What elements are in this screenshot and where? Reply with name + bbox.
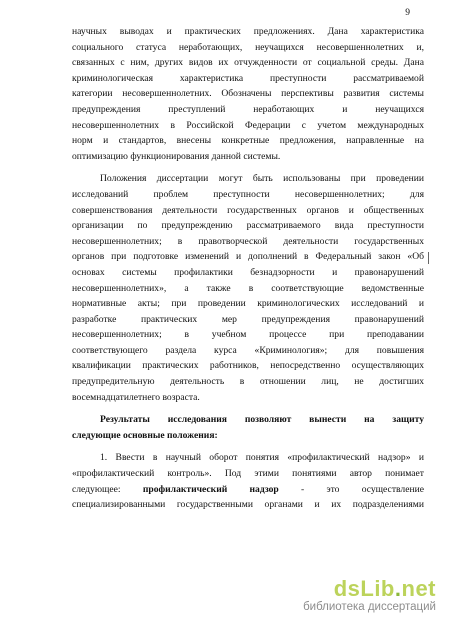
margin-mark xyxy=(428,252,432,264)
text-line: Положения диссертации могут быть использованы при проведении xyxy=(100,173,424,185)
text-line: научных выводах и практических предложениях. Дана характеристика xyxy=(72,26,424,37)
text-line: следующие основные положения: xyxy=(72,429,218,441)
text-line: несовершеннолетних; в учебном процессе при преподавании xyxy=(72,329,424,341)
text-line: связанных с ним, других видов их отчужденности от социальной среды. Дана xyxy=(72,57,424,69)
watermark xyxy=(303,577,436,614)
text-line: исследований проблем преступности несовершеннолетних; для xyxy=(72,188,424,200)
text-line: разработке практических мер предупреждения правонарушений xyxy=(72,313,424,325)
watermark-logo: dsLib.net xyxy=(333,576,436,601)
text-line: специализированными государственными органами и их подразделениями xyxy=(72,499,424,511)
text-line: предупреждения преступлений неработающих и неучащихся xyxy=(72,103,424,115)
text-line: органов при подготовке изменений и дополнений в Федеральный закон «Об xyxy=(72,251,424,263)
paragraph-point-one xyxy=(72,450,424,512)
text-line: криминологическая характеристика преступности рассматриваемой xyxy=(72,72,424,84)
text-line-with-term: следующее: профилактический надзор - это осуществление xyxy=(72,483,424,495)
text-line: несовершеннолетних; в правотворческой деятельности государственных xyxy=(72,235,424,247)
text-line: Результаты исследования позволяют вынести на защиту xyxy=(100,414,424,426)
text-line: «профилактический контроль». Под этими понятиями автор понимает xyxy=(72,468,424,480)
text-line: категории несовершеннолетних. Обозначены перспективы развития системы xyxy=(72,88,424,100)
paragraph-defense-heading xyxy=(72,412,424,443)
page-number: 9 xyxy=(405,8,410,18)
watermark-tagline: библиотека диссертаций xyxy=(303,601,436,613)
paragraph-applications xyxy=(72,171,424,405)
text-line: совершенствования деятельности государственных органов и общественных xyxy=(72,204,424,216)
text-line: несовершеннолетних», а также в соответствующие ведомственные xyxy=(72,282,424,294)
text-line: нормативные акты; при проведении криминологических исследований и xyxy=(72,298,424,310)
paragraph-conclusions xyxy=(72,24,424,164)
text-line: несовершеннолетних в Российской Федерации с учетом международных xyxy=(72,119,424,131)
bold-term: профилактический надзор xyxy=(142,483,279,495)
text-line: норм и стандартов, внесены конкретные предложения, направленные на xyxy=(72,135,424,147)
text-line: основах системы профилактики безнадзорности и правонарушений xyxy=(72,266,424,278)
text-line: оптимизацию функционирования данной системы. xyxy=(72,150,281,162)
text-line: социального статуса неработающих, неучащихся несовершеннолетних и, xyxy=(72,41,424,53)
text-line: соответствующего раздела курса «Криминология»; для повышения xyxy=(72,344,424,356)
text-line: организации по предупреждению рассматриваемого вида преступности xyxy=(72,220,424,232)
document-body xyxy=(72,24,424,513)
text-line: квалификации практических работников, непосредственно осуществляющих xyxy=(72,360,424,372)
text-line: предупредительную деятельность в отношении лиц, не достигших xyxy=(72,376,424,388)
text-line: восемнадцатилетнего возраста. xyxy=(72,391,200,403)
text-line: 1. Ввести в научный оборот понятия «профилактический надзор» и xyxy=(100,452,424,464)
